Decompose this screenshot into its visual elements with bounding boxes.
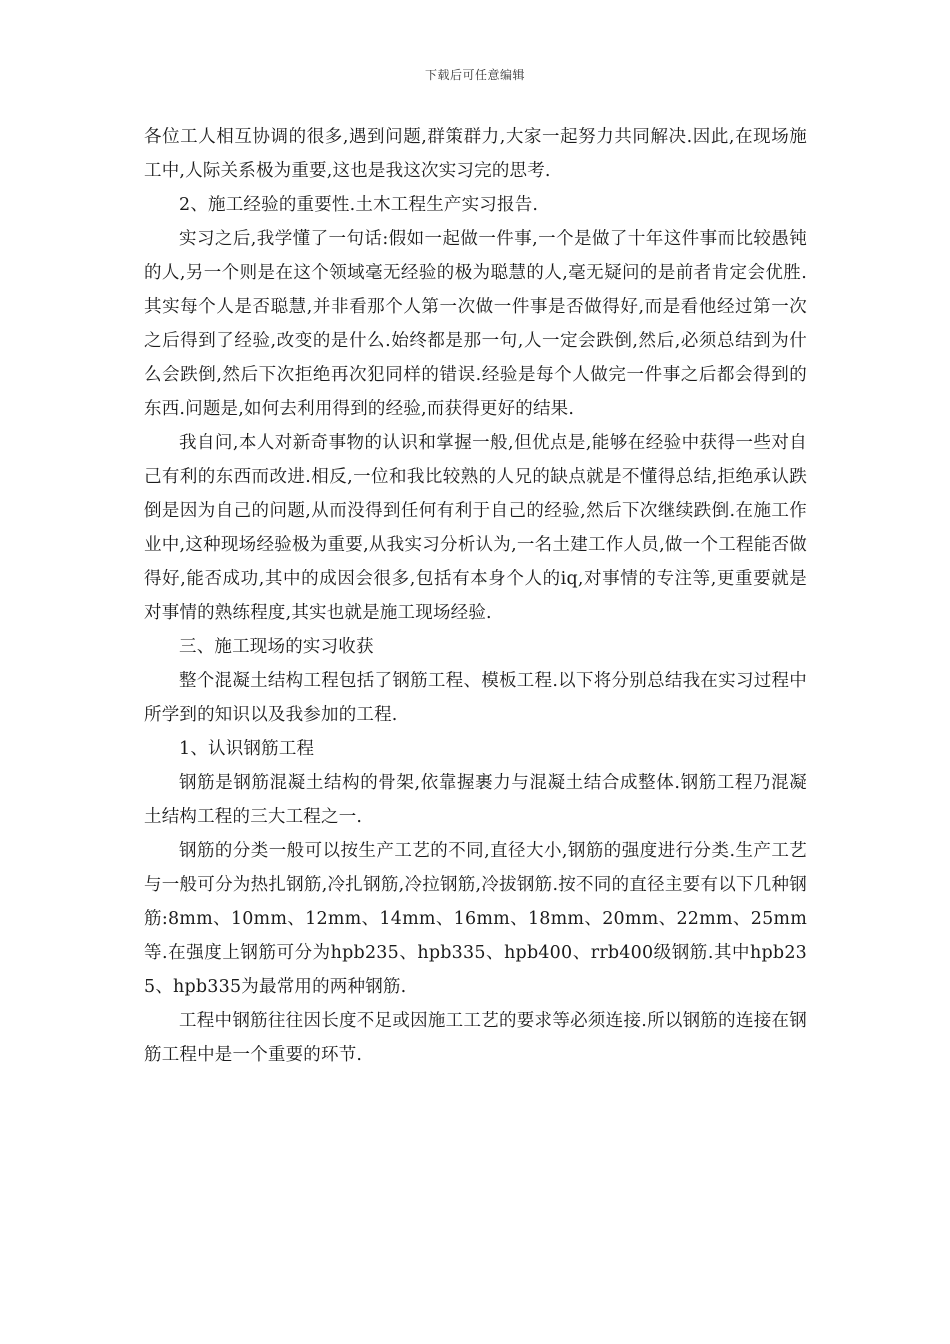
- paragraph-7: 钢筋的分类一般可以按生产工艺的不同,直径大小,钢筋的强度进行分类.生产工艺与一般可分为热扎钢筋,冷扎钢筋,冷拉钢筋,冷拔钢筋.按不同的直径主要有以下几种钢筋:8mm、10mm、12mm、14mm、16mm、18mm、20mm、22mm、25mm等.在强度上钢筋可分为hpb235、hpb335、hpb400、rrb400级钢筋.其中hpb235、hpb335为最常用的两种钢筋.: [144, 841, 807, 997]
- paragraph-5: 整个混凝土结构工程包括了钢筋工程、模板工程.以下将分别总结我在实习过程中所学到的知识以及我参加的工程.: [144, 671, 807, 725]
- section-heading-3: 三、施工现场的实习收获: [179, 637, 374, 657]
- paragraph-4: 我自问,本人对新奇事物的认识和掌握一般,但优点是,能够在经验中获得一些对自己有利的东西而改进.相反,一位和我比较熟的人兄的缺点就是不懂得总结,拒绝承认跌倒是因为自己的问题,从而没得到任何有利于自己的经验,然后下次继续跌倒.在施工作业中,这种现场经验极为重要,从我实习分析认为,一名土建工作人员,做一个工程能否做得好,能否成功,其中的成因会很多,包括有本身个人的iq,对事情的专注等,更重要就是对事情的熟练程度,其实也就是施工现场经验.: [144, 433, 807, 623]
- paragraph-6: 钢筋是钢筋混凝土结构的骨架,依靠握裹力与混凝土结合成整体.钢筋工程乃混凝土结构工程的三大工程之一.: [144, 773, 807, 827]
- subsection-heading-1: 1、认识钢筋工程: [179, 739, 315, 759]
- page-header: 下载后可任意编辑: [424, 68, 525, 82]
- paragraph-8: 工程中钢筋往往因长度不足或因施工工艺的要求等必须连接.所以钢筋的连接在钢筋工程中是一个重要的环节.: [144, 1011, 807, 1065]
- paragraph-3: 实习之后,我学懂了一句话:假如一起做一件事,一个是做了十年这件事而比较愚钝的人,另一个则是在这个领域毫无经验的极为聪慧的人,毫无疑问的是前者肯定会优胜.其实每个人是否聪慧,并非看那个人第一次做一件事是否做得好,而是看他经过第一次之后得到了经验,改变的是什么.始终都是那一句,人一定会跌倒,然后,必须总结到为什么会跌倒,然后下次拒绝再次犯同样的错误.经验是每个人做完一件事之后都会得到的东西.问题是,如何去利用得到的经验,而获得更好的结果.: [144, 229, 807, 419]
- paragraph-1: 各位工人相互协调的很多,遇到问题,群策群力,大家一起努力共同解决.因此,在现场施工中,人际关系极为重要,这也是我这次实习完的思考.: [144, 127, 807, 181]
- document-body: [144, 120, 807, 1072]
- paragraph-2: 2、施工经验的重要性.土木工程生产实习报告.: [179, 195, 539, 215]
